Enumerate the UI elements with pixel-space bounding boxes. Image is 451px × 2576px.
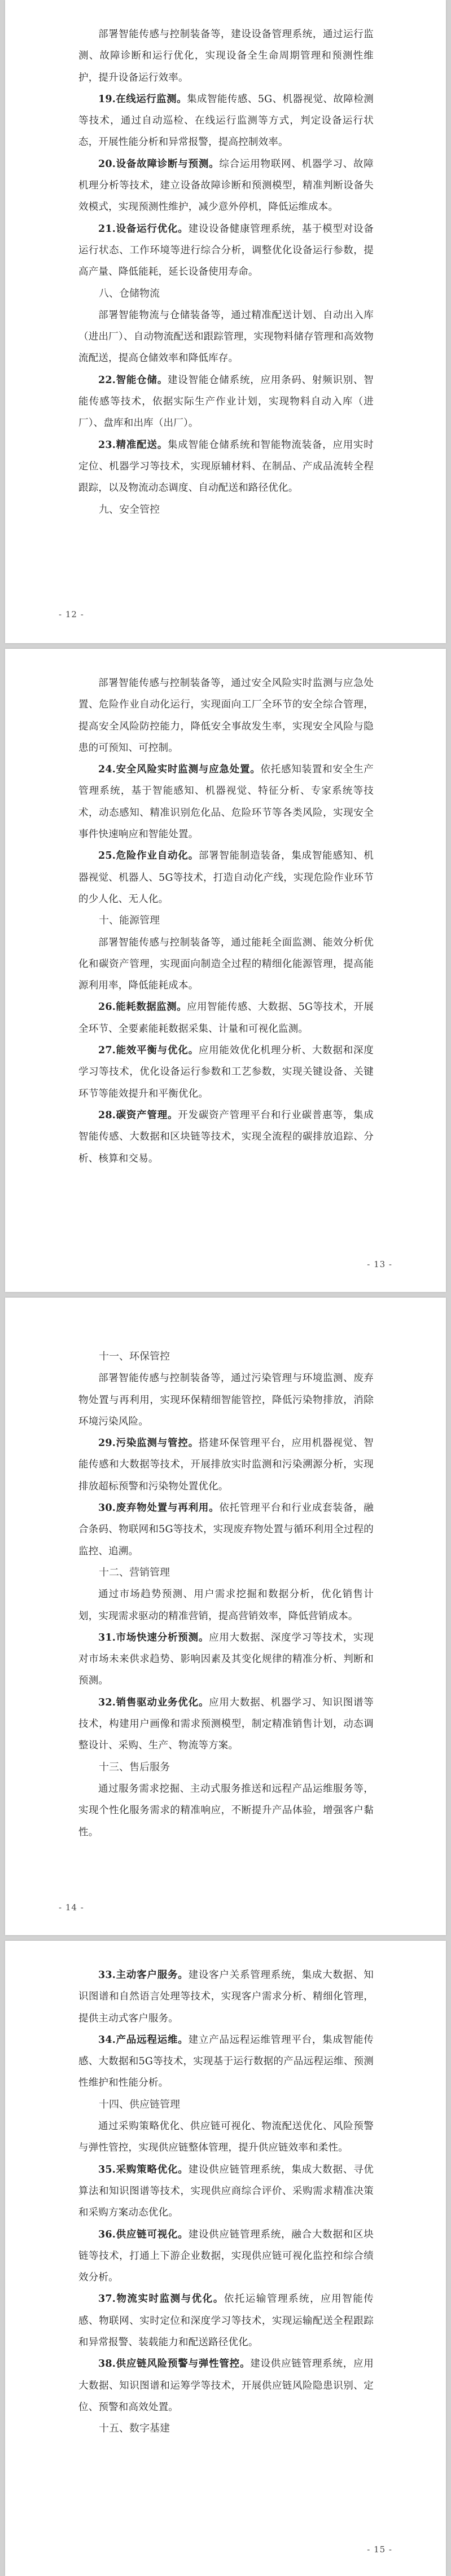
item-title: 37.物流实时监测与优化。 — [98, 2293, 224, 2305]
paragraph-text: 部署智能传感与控制装备等，通过能耗全面监测、能效分析优化和碳资产管理，实现面向制造全过程的精细化能源管理，提高能源利用率，降低能耗成本。 — [78, 937, 374, 992]
paragraph-text: 搭建环保管理平台，应用机器视觉、智能传感和大数据等技术，开展排放实时监测和污染溯源分析，实现排放超标预警和污染物处置优化。 — [78, 1438, 374, 1492]
item-title: 20.设备故障诊断与预测。 — [98, 158, 220, 170]
paragraph-text: 通过市场趋势预测、用户需求挖掘和数据分析，优化销售计划，实现需求驱动的精准营销，提高营销效率，降低营销成本。 — [78, 1589, 374, 1622]
section-heading: 十三、售后服务 — [99, 1761, 170, 1773]
body-paragraph — [78, 2116, 374, 2159]
item-title: 26.能耗数据监测。 — [98, 1001, 187, 1013]
body-paragraph — [78, 1964, 374, 2029]
item-title: 19.在线运行监测。 — [98, 93, 187, 105]
item-title: 31.市场快速分析预测。 — [98, 1632, 209, 1643]
item-title: 33.主动客户服务。 — [98, 1970, 189, 1981]
body-paragraph — [78, 996, 374, 1040]
section-heading: 十四、供应链管理 — [99, 2098, 180, 2111]
paragraph-text: 部署智能传感与控制装备等，通过安全风险实时监测与应急处置、危险作业自动化运行，实现面向工厂全环节的安全综合管理，提高安全风险防控能力，降低安全事故发生率，实现安全风险与隐患的可预知、可控制。 — [78, 678, 374, 754]
page-number: - 12 - — [59, 609, 84, 619]
paragraph-text: 集成智能传感、5G、机器视觉、故障检测等技术，通过自动巡检、在线运行监测等方式，判定设备运行状态，开展性能分析和异常报警，提高控制效率。 — [78, 93, 374, 148]
document-page — [5, 0, 446, 643]
paragraph-text: 部署智能传感与控制装备等，通过污染管理与环境监测、废弃物处置与再利用，实现环保精细智能管控，降低污染物排放，消除环境污染风险。 — [78, 1373, 374, 1427]
section-heading: 十二、营销管理 — [99, 1566, 170, 1579]
paragraph-text: 通过采购策略优化、供应链可视化、物流配送优化、风险预警与弹性管控，实现供应链整体管理，提升供应链效率和柔性。 — [78, 2121, 374, 2154]
body-paragraph — [78, 1627, 374, 1692]
body-paragraph — [78, 2224, 374, 2289]
paragraph-text: 部署智能物流与仓储装备等，通过精准配送计划、自动出入库（进出厂）、自动物流配送和跟踪管理，实现物料储存管理和高效物流配送，提高仓储效率和降低库存。 — [78, 309, 374, 364]
paragraph-text: 建设供应链管理系统，集成大数据、寻优算法和知识图谱等技术，实现供应商综合评价、采购需求精准决策和采购方案动态优化。 — [78, 2164, 374, 2219]
body-paragraph — [78, 2288, 374, 2353]
item-title: 28.碳资产管理。 — [98, 1109, 178, 1121]
section-heading: 九、安全管控 — [99, 503, 160, 516]
paragraph-text: 集成智能仓储系统和智能物流装备，应用实时定位、机器学习等技术，实现原辅材料、在制品、产成品流转全程跟踪，以及物流动态调度、自动配送和路径优化。 — [78, 439, 374, 494]
item-title: 36.供应链可视化。 — [98, 2228, 189, 2240]
body-paragraph — [78, 218, 374, 283]
paragraph-text: 应用能效优化机理分析、大数据和深度学习等技术，优化设备运行参数和工艺参数，实现关键设备、关键环节等能效提升和平衡优化。 — [78, 1045, 374, 1100]
item-title: 30.废弃物处置与再利用。 — [98, 1502, 220, 1514]
body-paragraph — [78, 1040, 374, 1105]
paragraph-text: 建设设备健康管理系统，基于模型对设备运行状态、工作环境等进行综合分析，调整优化设备运行参数，提高产量、降低能耗，延长设备使用寿命。 — [78, 223, 374, 278]
paragraph-text: 依托感知装置和安全生产管理系统，基于智能感知、机器视觉、特征分析、专家系统等技术，动态感知、精准识别危化品、危险环节等各类风险，实现安全事件快速响应和智能处置。 — [78, 764, 374, 841]
paragraph-text: 建设供应链管理系统，应用大数据、知识图谱和运筹学等技术，开展供应链风险隐患识别、定位、预警和高效处置。 — [78, 2358, 374, 2413]
paragraph-text: 综合运用物联网、机器学习、故障机理分析等技术，建立设备故障诊断和预测模型，精准判断设备失效模式，实现预测性维护，减少意外停机，降低运维成本。 — [78, 158, 374, 213]
body-paragraph — [78, 2029, 374, 2094]
body-paragraph — [78, 89, 374, 153]
page-body — [78, 1964, 374, 2440]
page-number: - 15 - — [367, 2544, 392, 2555]
paragraph-text: 部署智能制造装备，集成智能感知、机器视觉、机器人、5G等技术，打造自动化产线，实现危险作业环节的少人化、无人化。 — [78, 850, 374, 905]
item-title: 27.能效平衡与优化。 — [98, 1045, 199, 1057]
page-body — [78, 1346, 374, 1843]
document-page — [5, 1298, 446, 1935]
item-title: 29.污染监测与管控。 — [98, 1438, 199, 1449]
body-paragraph — [78, 305, 374, 370]
item-title: 38.供应链风险预警与弹性管控。 — [98, 2358, 251, 2370]
section-heading: 十、能源管理 — [99, 915, 160, 927]
body-paragraph — [78, 1368, 374, 1432]
paragraph-text: 建设客户关系管理系统，集成大数据、知识图谱和自然语言处理等技术，实现客户需求分析、精细化管理，提供主动式客户服务。 — [78, 1970, 374, 2024]
section-heading: 十五、数字基建 — [99, 2423, 170, 2435]
body-paragraph — [78, 1497, 374, 1562]
paragraph-text: 通过服务需求挖掘、主动式服务推送和远程产品运维服务等，实现个性化服务需求的精准响应，不断提升产品体验，增强客户黏性。 — [78, 1783, 374, 1838]
body-paragraph — [78, 2353, 374, 2418]
paragraph-text: 应用智能传感、大数据、5G等技术，开展全环节、全要素能耗数据采集、计量和可视化监测。 — [78, 1001, 374, 1035]
item-title: 23.精准配送。 — [98, 439, 168, 451]
paragraph-text: 应用大数据、深度学习等技术，实现对市场未来供求趋势、影响因素及其变化规律的精准分析、判断和预测。 — [78, 1632, 374, 1687]
body-paragraph — [78, 434, 374, 499]
body-paragraph — [78, 1432, 374, 1497]
body-paragraph — [78, 932, 374, 997]
body-paragraph — [78, 1692, 374, 1757]
section-heading: 八、仓储物流 — [99, 287, 160, 300]
document-page — [5, 1941, 446, 2576]
page-body — [78, 24, 374, 521]
section-heading: 十一、环保管控 — [99, 1351, 170, 1362]
paragraph-text: 部署智能传感与控制装备等，建设设备管理系统，通过运行监测、故障诊断和运行优化，实现设备全生命周期管理和预测性维护，提升设备运行效率。 — [78, 29, 374, 83]
body-paragraph — [78, 672, 374, 759]
paragraph-text: 建立产品远程运维管理平台，集成智能传感、大数据和5G等技术，实现基于运行数据的产品远程运维、预测性维护和性能分析。 — [78, 2034, 374, 2089]
item-title: 24.安全风险实时监测与应急处置。 — [98, 764, 261, 776]
paragraph-text: 开发碳资产管理平台和行业碳普惠等，集成智能传感、大数据和区块链等技术，实现全流程的碳排放追踪、分析、核算和交易。 — [78, 1109, 374, 1164]
item-title: 25.危险作业自动化。 — [98, 850, 199, 862]
item-title: 22.智能仓储。 — [98, 374, 168, 386]
paragraph-text: 建设供应链管理系统，融合大数据和区块链等技术，打通上下游企业数据，实现供应链可视化监控和综合绩效分析。 — [78, 2228, 374, 2284]
paragraph-text: 依托管理平台和行业成套装备，融合条码、物联网和5G等技术，实现废弃物处置与循环利用全过程的监控、追溯。 — [78, 1502, 374, 1557]
body-paragraph — [78, 370, 374, 434]
body-paragraph — [78, 2159, 374, 2224]
body-paragraph — [78, 759, 374, 845]
item-title: 21.设备运行优化。 — [98, 223, 189, 235]
item-title: 35.采购策略优化。 — [98, 2164, 189, 2175]
document-page — [5, 649, 446, 1292]
page-body — [78, 672, 374, 1170]
body-paragraph — [78, 845, 374, 910]
paragraph-text: 应用大数据、机器学习、知识图谱等技术，构建用户画像和需求预测模型，制定精准销售计划，动态调整设计、采购、生产、物流等方案。 — [78, 1696, 374, 1752]
paragraph-text: 依托运输管理系统，应用智能传感、物联网、实时定位和深度学习等技术，实现运输配送全程跟踪和异常报警、装载能力和配送路径优化。 — [78, 2293, 374, 2349]
item-title: 32.销售驱动业务优化。 — [98, 1696, 209, 1708]
paragraph-text: 建设智能仓储系统，应用条码、射频识别、智能传感等技术，依据实际生产作业计划，实现物料自动入库（进厂）、盘库和出库（出厂）。 — [78, 374, 374, 429]
body-paragraph — [78, 1778, 374, 1843]
body-paragraph — [78, 1105, 374, 1170]
body-paragraph — [78, 24, 374, 89]
item-title: 34.产品远程运维。 — [98, 2034, 189, 2046]
body-paragraph — [78, 1584, 374, 1627]
body-paragraph — [78, 153, 374, 218]
page-number: - 14 - — [59, 1902, 84, 1913]
page-number: - 13 - — [367, 1259, 392, 1269]
